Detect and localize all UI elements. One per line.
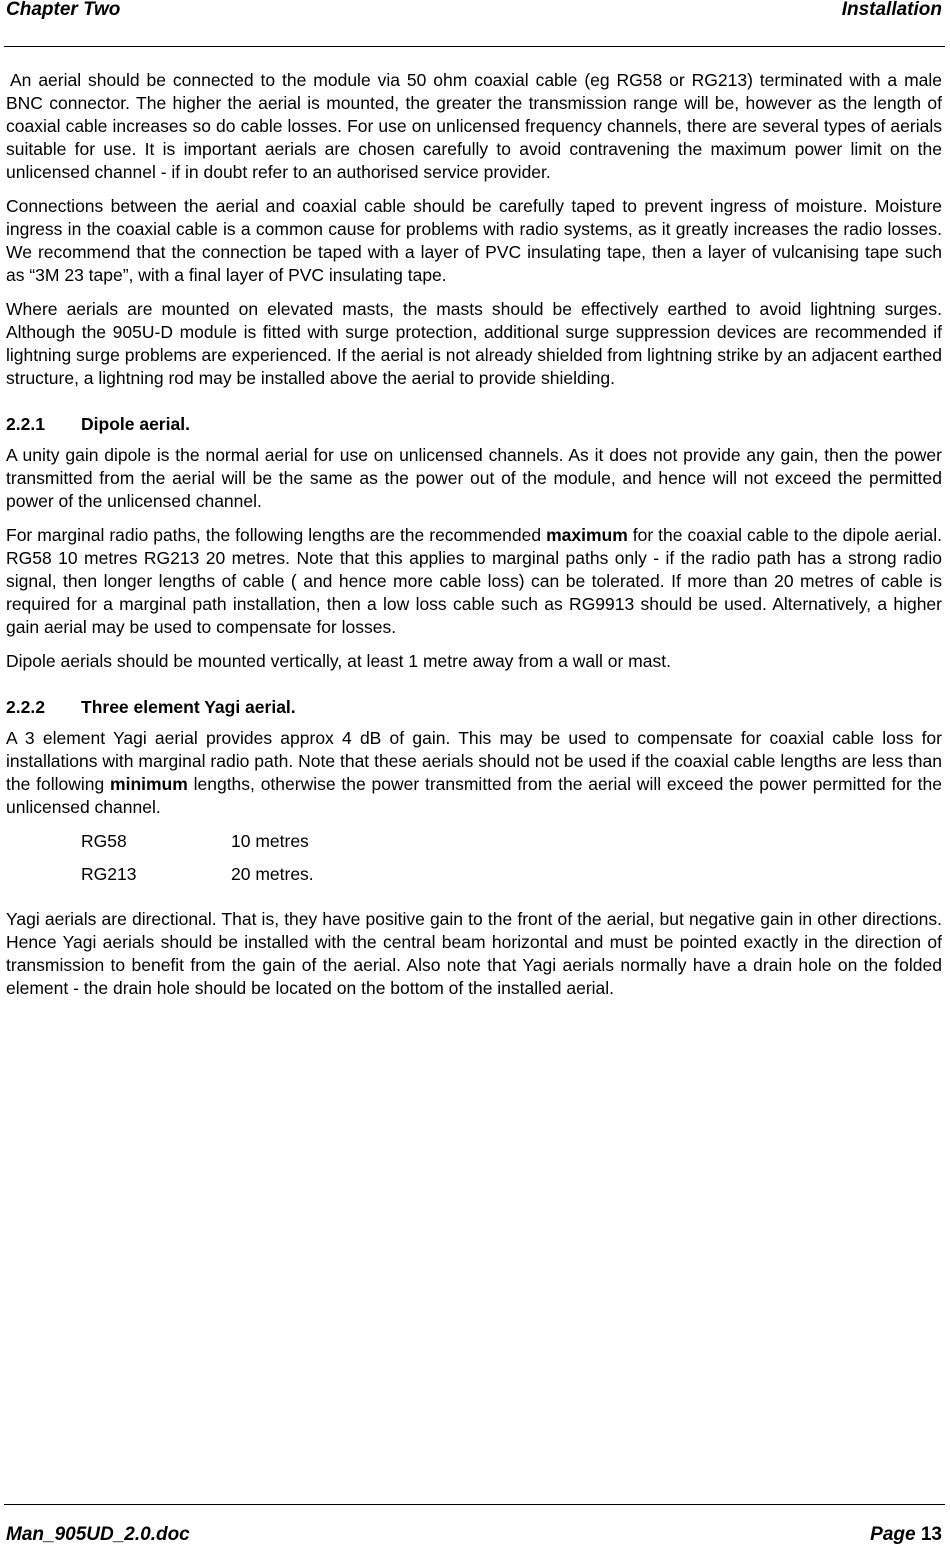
page-number: 13: [920, 1524, 942, 1545]
text-run: for the coaxial cable to the dipole aerial. RG58 10 metres RG213 20 metres. Note that this applies to marginal paths only - if the radio path has a strong radio signal, then longer lengths of cable ( and hence more cable loss) can be tolerated. If more than 20 metres of cable is required for a marginal path installation, then a low loss cable such as RG9913 should be used. Alternatively, a higher gain aerial may be used to compensate for losses.: [6, 525, 942, 637]
section-number: 2.2.1: [6, 414, 45, 434]
emphasis-maximum: maximum: [546, 525, 628, 545]
heading-yagi-aerial: [6, 696, 942, 719]
paragraph-yagi-directional: Yagi aerials are directional. That is, they have positive gain to the front of the aerial, but negative gain in other directions. Hence Yagi aerials should be installed with the central beam horizontal and must be pointed exactly in the direction of transmission to benefit from the gain of the aerial. Also note that Yagi aerials normally have a drain hole on the folded element - the drain hole should be located on the bottom of the installed aerial.: [6, 909, 942, 998]
section-title: Installation: [841, 0, 942, 20]
section-heading: Dipole aerial.: [81, 414, 190, 434]
document-filename: Man_905UD_2.0.doc: [6, 1524, 190, 1545]
paragraph-lightning: Where aerials are mounted on elevated masts, the masts should be effectively earthed to avoid lightning surges. Although the 905U-D module is fitted with surge protection, additional surge suppression devices are recommended if lightning surge problems are experienced. If the aerial is not already shielded from lightning strike by an adjacent earthed structure, a lightning rod may be installed above the aerial to provide shielding.: [6, 299, 942, 388]
paragraph-dipole-intro: A unity gain dipole is the normal aerial for use on unlicensed channels. As it does not provide any gain, then the power transmitted from the aerial will be the same as the power out of the module, and hence will not exceed the permitted power of the unlicensed channel.: [6, 445, 942, 511]
page-indicator: [870, 1524, 942, 1546]
cable-length: 20 metres.: [231, 864, 314, 884]
section-number: 2.2.2: [6, 697, 45, 717]
paragraph-dipole-lengths: [6, 524, 942, 639]
table-row: [6, 830, 942, 863]
text-run: A 3 element Yagi aerial provides approx 4 dB of gain. This may be used to compensate for coaxial cable loss for installations with marginal radio path. Note that these aerials should not be used if the coaxial cable lengths are less than the following: [6, 728, 942, 794]
paragraph-aerial-connection: An aerial should be connected to the module via 50 ohm coaxial cable (eg RG58 or RG213) terminated with a male BNC connector. The higher the aerial is mounted, the greater the transmission range will be, however as the length of coaxial cable increases so do cable losses. For use on unlicensed frequency channels, there are several types of aerials suitable for use. It is important aerials are chosen carefully to avoid contravening the maximum power limit on the unlicensed channel - if in doubt refer to an authorised service provider.: [6, 70, 942, 182]
heading-dipole-aerial: [6, 413, 942, 436]
paragraph-taping: Connections between the aerial and coaxial cable should be carefully taped to prevent ingress of moisture. Moisture ingress in the coaxial cable is a common cause for problems with radio systems, as it greatly increases the radio losses. We recommend that the connection be taped with a layer of PVC insulating tape, then a layer of vulcanising tape such as “3M 23 tape”, with a final layer of PVC insulating tape.: [6, 196, 942, 285]
table-row: [6, 863, 942, 896]
page-label: Page: [870, 1524, 916, 1545]
page-header: [6, 0, 942, 22]
cable-type: RG213: [81, 864, 137, 884]
cable-length: 10 metres: [231, 831, 309, 851]
document-body: [6, 69, 942, 1011]
cable-length-table: [6, 830, 942, 896]
emphasis-minimum: minimum: [110, 774, 188, 794]
text-run: For marginal radio paths, the following lengths are the recommended: [6, 525, 547, 545]
paragraph-dipole-mounting: Dipole aerials should be mounted vertically, at least 1 metre away from a wall or mast.: [6, 651, 671, 671]
text-run: lengths, otherwise the power transmitted from the aerial will exceed the power permitted for the unlicensed channel.: [6, 774, 942, 817]
paragraph-yagi-intro: [6, 727, 942, 819]
header-rule: [4, 46, 945, 47]
cable-type: RG58: [81, 831, 127, 851]
page-footer: [6, 1524, 942, 1546]
footer-rule: [4, 1504, 945, 1505]
chapter-title: Chapter Two: [6, 0, 121, 20]
section-heading: Three element Yagi aerial.: [81, 697, 296, 717]
